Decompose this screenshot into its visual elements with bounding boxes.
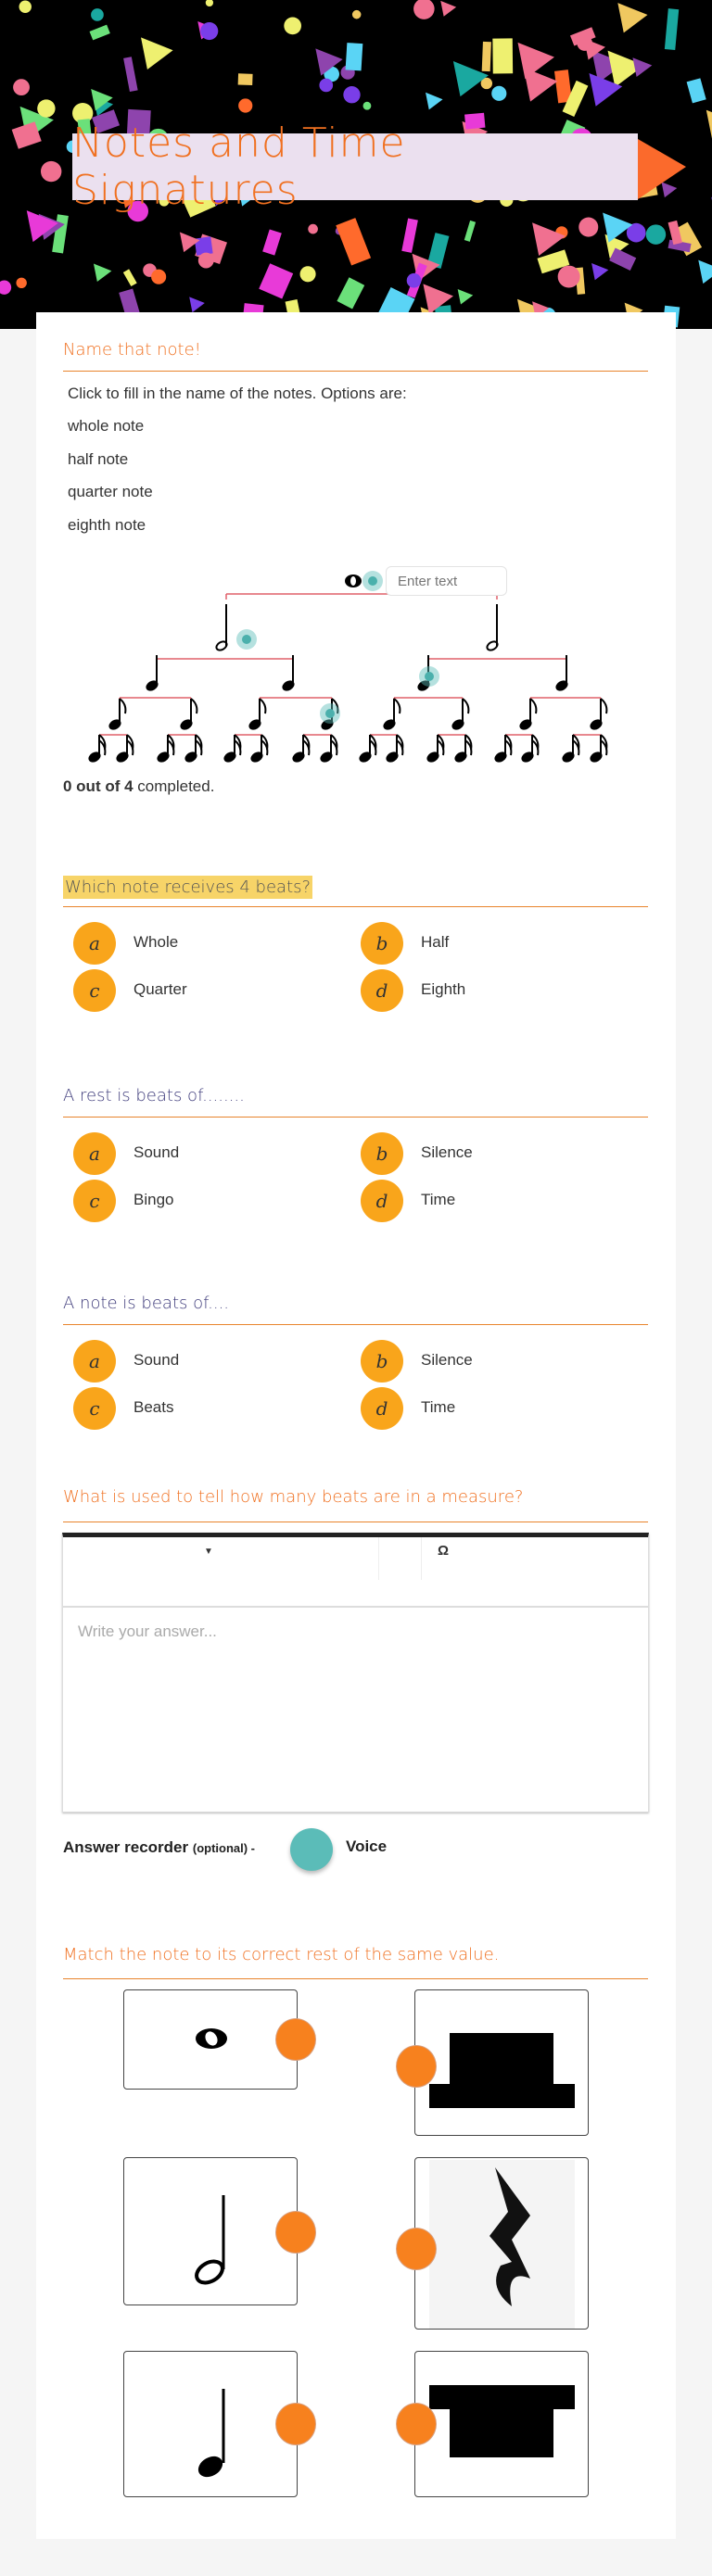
confetti-shape xyxy=(401,219,418,253)
confetti-shape xyxy=(464,221,476,242)
confetti-shape xyxy=(492,38,513,73)
option-letter-badge[interactable]: a xyxy=(73,1132,116,1175)
confetti-shape xyxy=(41,161,61,182)
option-letter-badge[interactable]: a xyxy=(73,1340,116,1383)
confetti-shape xyxy=(16,278,26,288)
eighth-note-icon xyxy=(590,719,603,731)
hotspot-dot xyxy=(425,672,434,681)
option-label[interactable]: Bingo xyxy=(134,1191,174,1208)
section-heading: Name that note! xyxy=(63,340,201,360)
match-connector-dot[interactable] xyxy=(275,2018,316,2061)
confetti-shape xyxy=(94,264,111,282)
recorder-label xyxy=(63,1838,255,1857)
option-label[interactable]: Beats xyxy=(134,1398,174,1416)
confetti-shape xyxy=(363,102,372,110)
header-banner xyxy=(0,0,712,329)
option-letter-badge[interactable]: c xyxy=(73,1387,116,1430)
sixteenth-note-icon xyxy=(320,751,333,764)
confetti-shape xyxy=(123,57,138,92)
confetti-shape xyxy=(524,68,558,102)
confetti-shape xyxy=(90,25,110,41)
progress-suffix: completed. xyxy=(133,777,215,795)
option-label[interactable]: Silence xyxy=(421,1351,473,1369)
match-connector-dot[interactable] xyxy=(275,2403,316,2445)
answer-textarea[interactable]: Write your answer... xyxy=(78,1623,217,1640)
half-note-icon xyxy=(215,640,228,652)
confetti-shape xyxy=(665,8,679,50)
recorder-label-text: Answer recorder xyxy=(63,1838,189,1856)
sixteenth-note-icon xyxy=(184,751,197,764)
confetti-shape xyxy=(346,43,363,70)
question-heading: Match the note to its correct rest of the same value. xyxy=(63,1945,500,1964)
confetti-shape xyxy=(336,218,371,265)
option-letter-badge[interactable]: b xyxy=(361,922,403,965)
question-heading: A note is beats of.... xyxy=(63,1294,230,1313)
sixteenth-note-icon xyxy=(426,751,439,764)
divider xyxy=(63,1324,648,1325)
confetti-shape xyxy=(238,73,253,85)
recorder-optional: (optional) - xyxy=(192,1841,256,1855)
confetti-shape xyxy=(284,18,301,35)
match-connector-dot[interactable] xyxy=(396,2045,437,2088)
quarter-note-icon xyxy=(146,680,159,692)
half-note-icon xyxy=(486,640,499,652)
sixteenth-note-icon xyxy=(116,751,129,764)
option-label[interactable]: Eighth xyxy=(421,980,466,998)
eighth-note-icon xyxy=(248,719,261,731)
confetti-shape xyxy=(646,224,666,244)
sixteenth-note-icon xyxy=(562,751,575,764)
progress-count: 0 out of 4 xyxy=(63,777,134,795)
confetti-shape xyxy=(189,297,205,312)
option-label[interactable]: Sound xyxy=(134,1351,180,1369)
note-name-input[interactable] xyxy=(386,566,507,596)
option-letter-badge[interactable]: d xyxy=(361,1387,403,1430)
quarter-note-icon xyxy=(555,680,568,692)
sixteenth-note-icon xyxy=(223,751,236,764)
hotspot-dot xyxy=(242,635,251,644)
confetti-shape xyxy=(337,277,364,309)
confetti-shape xyxy=(151,270,166,284)
hotspot-dot xyxy=(368,576,377,586)
toolbar-divider xyxy=(421,1537,422,1580)
option-label[interactable]: Quarter xyxy=(134,980,187,998)
divider xyxy=(63,1117,648,1118)
question-heading: Which note receives 4 beats? xyxy=(65,878,312,897)
option-letter-badge[interactable]: b xyxy=(361,1132,403,1175)
option-label[interactable]: Time xyxy=(421,1398,456,1416)
match-connector-dot[interactable] xyxy=(396,2228,437,2270)
confetti-shape xyxy=(27,210,58,242)
option-letter-badge[interactable]: d xyxy=(361,969,403,1012)
confetti-shape xyxy=(300,266,316,282)
confetti-shape xyxy=(238,98,252,112)
confetti-shape xyxy=(141,37,173,69)
eighth-note-icon xyxy=(383,719,396,731)
divider xyxy=(63,1978,648,1979)
hotspot-dot xyxy=(325,709,335,718)
option-label[interactable]: Half xyxy=(421,933,450,951)
note-tree-diagram xyxy=(36,553,676,776)
match-card-quarter-note[interactable] xyxy=(123,2351,298,2497)
question-heading: A rest is beats of........ xyxy=(63,1086,245,1105)
special-character-button[interactable]: Ω xyxy=(438,1543,450,1559)
confetti-shape xyxy=(662,182,678,197)
instruction-text: Click to fill in the name of the notes. Options are: xyxy=(68,385,407,402)
half-rest-icon xyxy=(415,1990,590,2137)
whole-note-icon xyxy=(124,1990,299,2090)
confetti-shape xyxy=(617,3,647,32)
confetti-shape xyxy=(52,214,69,253)
match-connector-dot[interactable] xyxy=(396,2403,437,2445)
divider xyxy=(63,906,648,907)
sixteenth-note-icon xyxy=(359,751,372,764)
sixteenth-note-icon xyxy=(292,751,305,764)
confetti-shape xyxy=(491,86,506,101)
confetti-shape xyxy=(706,110,712,144)
recorder-mode: Voice xyxy=(346,1837,388,1855)
confetti-shape xyxy=(698,260,712,284)
confetti-shape xyxy=(198,253,214,269)
confetti-shape xyxy=(259,263,293,298)
whole-rest-icon xyxy=(415,2352,590,2498)
sixteenth-note-icon xyxy=(521,751,534,764)
title-box xyxy=(72,120,638,214)
option-letter-badge[interactable]: b xyxy=(361,1340,403,1383)
confetti-shape xyxy=(13,79,30,95)
confetti-shape xyxy=(206,0,213,6)
whole-note-hole xyxy=(350,576,356,586)
option-text: half note xyxy=(68,450,129,468)
confetti-shape xyxy=(200,22,218,40)
option-label[interactable]: Silence xyxy=(421,1143,473,1161)
confetti-shape xyxy=(578,218,598,237)
match-card-quarter-rest[interactable] xyxy=(414,2157,589,2330)
confetti-shape xyxy=(458,289,474,305)
confetti-shape xyxy=(482,42,491,71)
record-button[interactable] xyxy=(290,1828,333,1871)
match-card-whole-note[interactable] xyxy=(123,1989,298,2090)
option-letter-badge[interactable]: d xyxy=(361,1180,403,1222)
option-label[interactable]: Whole xyxy=(134,933,179,951)
page-title: Notes and Time Signatures xyxy=(72,120,406,214)
sixteenth-note-icon xyxy=(494,751,507,764)
eighth-note-icon xyxy=(519,719,532,731)
confetti-shape xyxy=(343,86,360,103)
format-dropdown-caret-icon[interactable]: ▼ xyxy=(204,1547,213,1557)
option-letter-badge[interactable]: c xyxy=(73,1180,116,1222)
option-text: eighth note xyxy=(68,516,146,534)
confetti-shape xyxy=(19,1,32,13)
confetti-shape xyxy=(352,10,362,19)
confetti-shape xyxy=(123,269,137,286)
sixteenth-note-icon xyxy=(250,751,263,764)
match-card-half-rest[interactable] xyxy=(414,1989,589,2136)
confetti-shape xyxy=(440,1,456,17)
confetti-shape xyxy=(319,79,333,93)
sixteenth-note-icon xyxy=(88,751,101,764)
half-note-icon xyxy=(124,2158,299,2306)
confetti-shape xyxy=(91,8,104,21)
confetti-shape xyxy=(37,99,55,117)
confetti-shape xyxy=(558,266,580,288)
worksheet-card xyxy=(36,312,676,2539)
sixteenth-note-icon xyxy=(386,751,399,764)
sixteenth-note-icon xyxy=(157,751,170,764)
progress-text xyxy=(63,777,214,796)
eighth-note-icon xyxy=(451,719,464,731)
confetti-shape xyxy=(632,57,652,77)
confetti-shape xyxy=(0,281,11,295)
confetti-shape xyxy=(687,78,706,103)
sixteenth-note-icon xyxy=(454,751,467,764)
editor-toolbar xyxy=(63,1537,648,1608)
divider xyxy=(63,371,648,372)
option-letter-badge[interactable]: c xyxy=(73,969,116,1012)
confetti-shape xyxy=(577,35,592,51)
toolbar-divider xyxy=(378,1537,379,1580)
rich-text-editor xyxy=(62,1533,649,1812)
sixteenth-note-icon xyxy=(590,751,603,764)
confetti-shape xyxy=(591,263,608,280)
question-heading: What is used to tell how many beats are in a measure? xyxy=(63,1487,524,1507)
confetti-shape xyxy=(308,224,318,234)
quarter-note-icon xyxy=(282,680,295,692)
eighth-note-icon xyxy=(180,719,193,731)
option-label[interactable]: Sound xyxy=(134,1143,180,1161)
confetti-shape xyxy=(426,93,443,110)
quarter-rest-icon xyxy=(415,2158,590,2330)
option-letter-badge[interactable]: a xyxy=(73,922,116,965)
option-text: quarter note xyxy=(68,483,153,500)
quarter-note-icon xyxy=(124,2352,299,2498)
match-card-half-note[interactable] xyxy=(123,2157,298,2305)
confetti-shape xyxy=(413,0,435,19)
match-card-whole-rest[interactable] xyxy=(414,2351,589,2497)
confetti-shape xyxy=(262,229,282,255)
match-connector-dot[interactable] xyxy=(275,2211,316,2254)
eighth-note-icon xyxy=(108,719,121,731)
confetti-shape xyxy=(407,273,422,288)
option-label[interactable]: Time xyxy=(421,1191,456,1208)
option-text: whole note xyxy=(68,417,145,435)
